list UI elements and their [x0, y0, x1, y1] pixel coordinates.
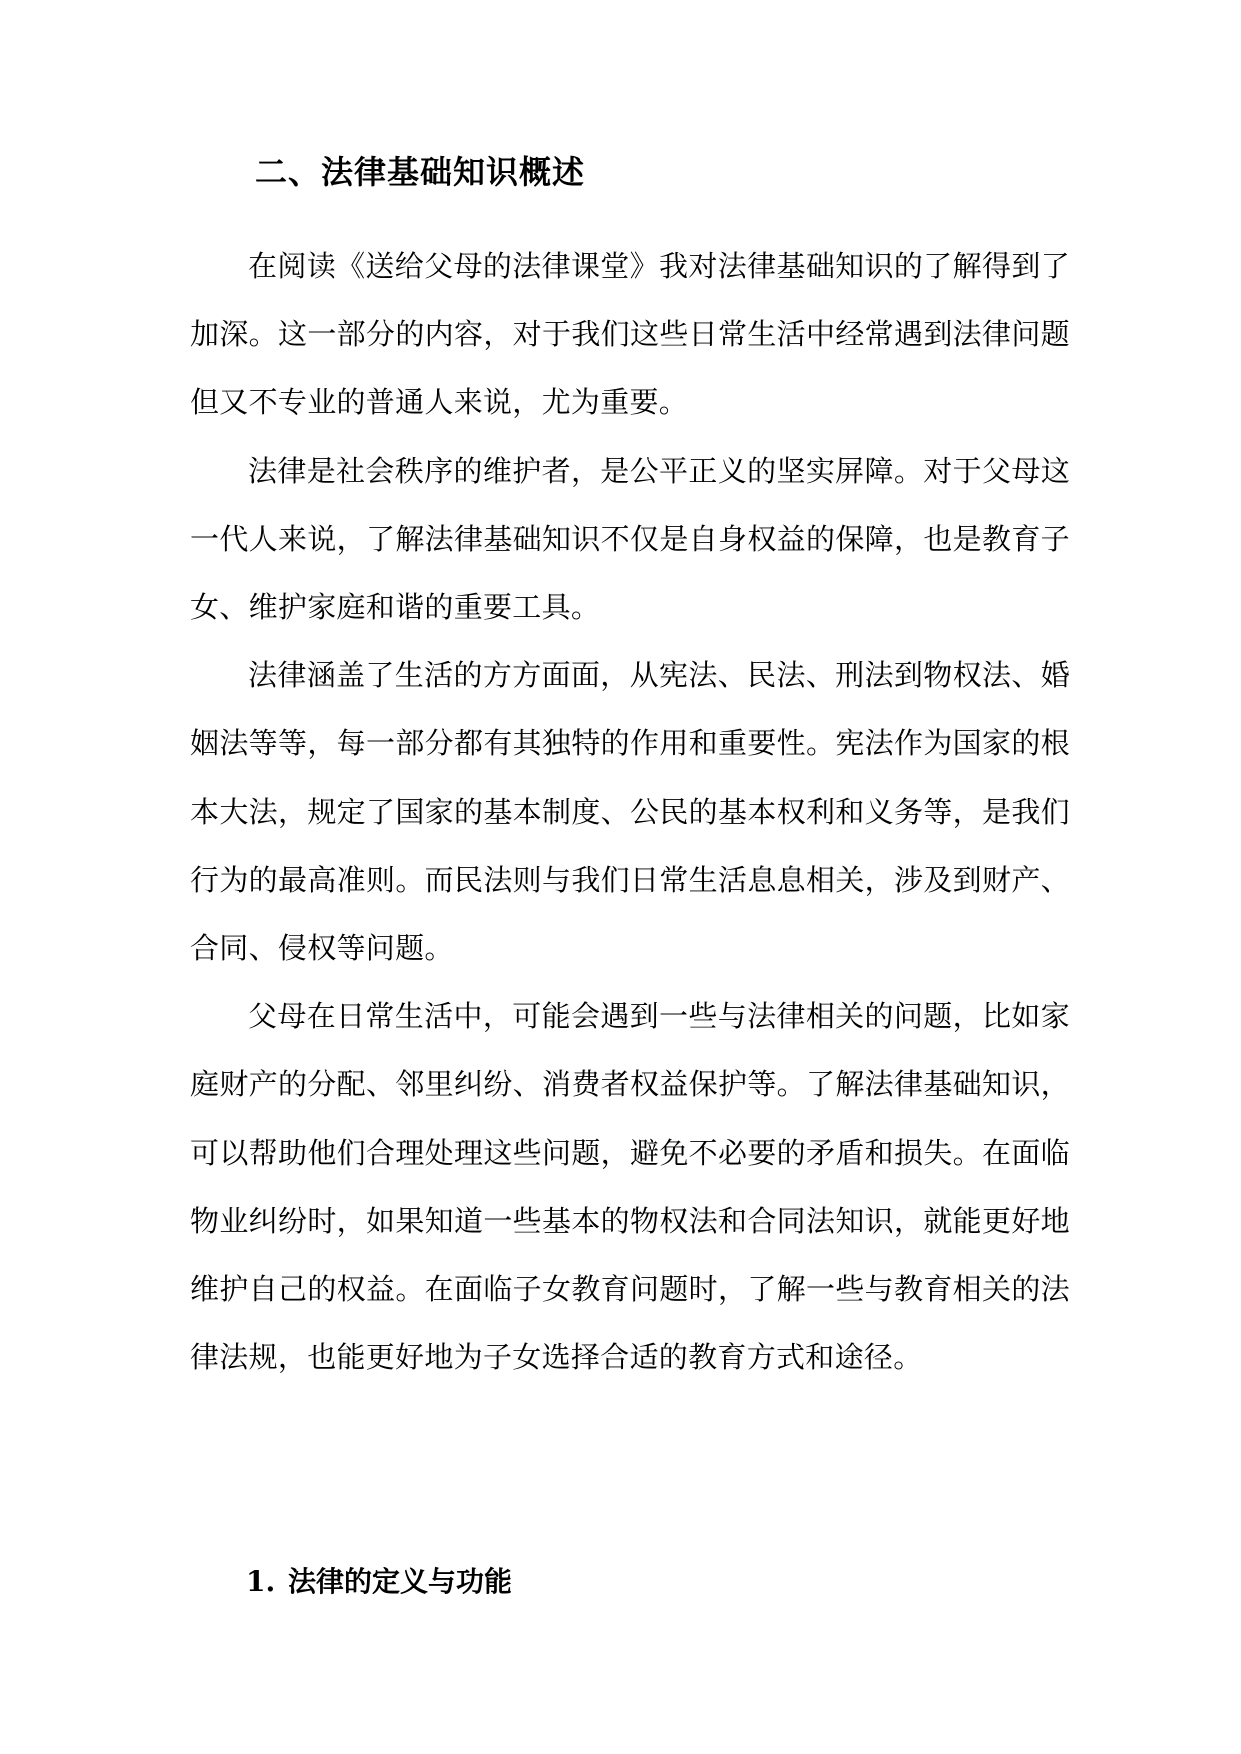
paragraph-4: 父母在日常生活中，可能会遇到一些与法律相关的问题，比如家庭财产的分配、邻里纠纷、消费者权益保护等。了解法律基础知识，可以帮助他们合理处理这些问题，避免不必要的矛盾和损失。在面临物业纠纷时，如果知道一些基本的物权法和合同法知识，就能更好地维护自己的权益。在面临子女教育问题时，了解一些与教育相关的法律法规，也能更好地为子女选择合适的教育方式和途径。	[190, 999, 1070, 1375]
paragraph-2: 法律是社会秩序的维护者，是公平正义的坚实屏障。对于父母这一代人来说，了解法律基础知识不仅是自身权益的保障，也是教育子女、维护家庭和谐的重要工具。	[190, 453, 1070, 625]
section-title: 二、法律基础知识概述	[255, 153, 586, 191]
subsection-title: 法律的定义与功能	[288, 1565, 513, 1598]
paragraph-3: 法律涵盖了生活的方方面面，从宪法、民法、刑法到物权法、婚姻法等等，每一部分都有其独特的作用和重要性。宪法作为国家的根本大法，规定了国家的基本制度、公民的基本权利和义务等，是我们行为的最高准则。而民法则与我们日常生活息息相关，涉及到财产、合同、侵权等问题。	[190, 658, 1070, 966]
subsection-number: 1.	[246, 1565, 276, 1598]
paragraph-1: 在阅读《送给父母的法律课堂》我对法律基础知识的了解得到了加深。这一部分的内容，对于我们这些日常生活中经常遇到法律问题但又不专业的普通人来说，尤为重要。	[190, 249, 1070, 420]
body-text	[190, 232, 1070, 1391]
subsection-heading	[246, 1560, 512, 1604]
